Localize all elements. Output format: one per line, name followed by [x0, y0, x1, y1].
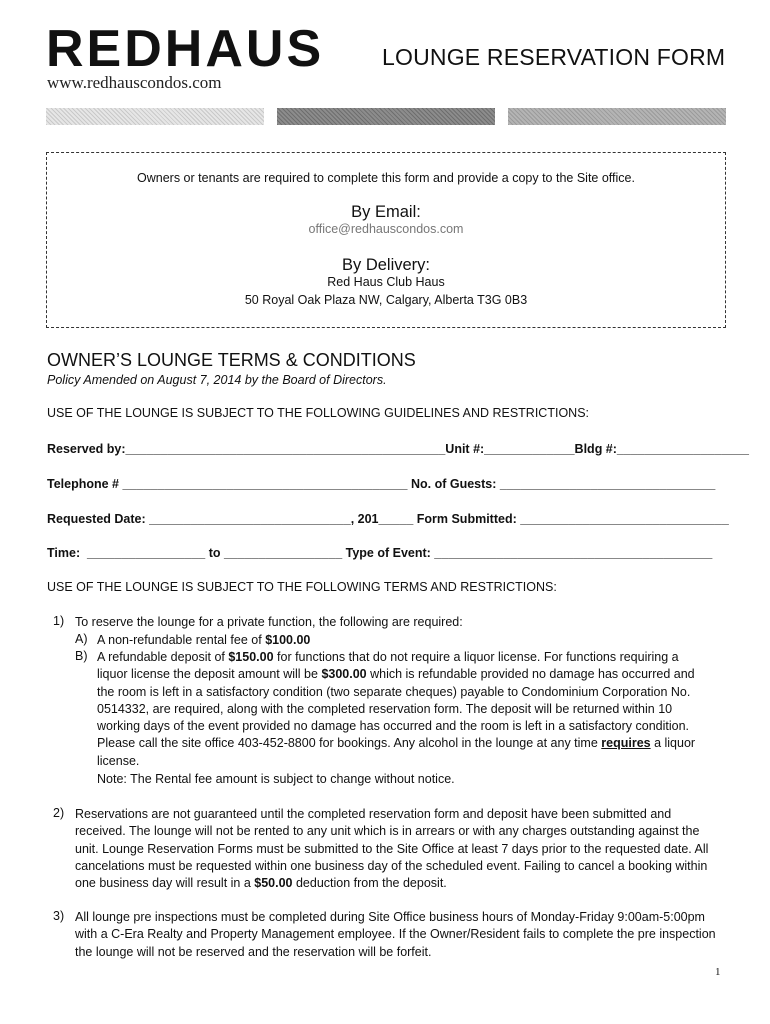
item-b-text: A refundable deposit of $150.00 for functions that do not require a liquor license. For functions requiring a liquor license the deposit amount will be $300.00 which is refundable provided no damage has occurred and the room is left in a satisfactory condition (two separate cheques) payable to Condominium Corporation No. 0514332, are required, along with the completed reservation form. The deposit will be returned within 10 working days of the event provided no damage has occurred and the room is left in a satisfactory condition. Please call the site office 403-452-8800 for bookings. Any alcohol in the lounge at any time requires a liquor license.	[97, 650, 696, 768]
submission-info-box	[46, 152, 726, 328]
time-field[interactable]: Time: _________________ to _________________ Type of Event: ________________________________________	[47, 546, 713, 560]
policy-note: Policy Amended on August 7, 2014 by the Board of Directors.	[47, 373, 387, 387]
delivery-heading: By Delivery:	[341, 256, 431, 274]
item-1-number: 1)	[53, 614, 65, 628]
header-bar-dark	[277, 108, 495, 125]
submission-note: Owners or tenants are required to complete this form and provide a copy to the Site office.	[137, 171, 635, 185]
item-a-label: A)	[75, 632, 88, 646]
terms-heading: OWNER’S LOUNGE TERMS & CONDITIONS	[47, 350, 416, 370]
header-bar-light	[46, 108, 264, 125]
website-url: www.redhauscondos.com	[47, 73, 222, 92]
guidelines-caption: USE OF THE LOUNGE IS SUBJECT TO THE FOLLOWING GUIDELINES AND RESTRICTIONS:	[47, 406, 589, 420]
rental-fee-note: Note: The Rental fee amount is subject to change without notice.	[97, 772, 455, 786]
restrictions-caption: USE OF THE LOUNGE IS SUBJECT TO THE FOLLOWING TERMS AND RESTRICTIONS:	[47, 580, 557, 594]
item-3-text: All lounge pre inspections must be completed during Site Office business hours of Monday-Friday 9:00am-5:00pm with a C-Era Realty and Property Management employee. If the Owner/Resident fails to complete the pre inspection the lounge will not be reserved and the reservation will be forfeit.	[75, 910, 716, 959]
item-1-text: To reserve the lounge for a private function, the following are required:	[75, 615, 463, 629]
redhaus-logo	[46, 22, 336, 72]
item-2-number: 2)	[53, 806, 65, 820]
form-title: LOUNGE RESERVATION FORM	[382, 44, 726, 70]
telephone-field[interactable]: Telephone # _________________________________________ No. of Guests: _______________________________	[47, 477, 716, 491]
delivery-line-2: 50 Royal Oak Plaza NW, Calgary, Alberta T3G 0B3	[244, 293, 528, 307]
page-number: 1	[715, 966, 721, 978]
requested-date-field[interactable]: Requested Date: _____________________________, 201_____ Form Submitted: ______________________________	[47, 512, 729, 526]
header-bar-medium	[508, 108, 726, 125]
delivery-line-1: Red Haus Club Haus	[327, 275, 445, 289]
email-address[interactable]: office@redhauscondos.com	[308, 222, 464, 236]
item-3-number: 3)	[53, 909, 65, 923]
item-2-text: Reservations are not guaranteed until the completed reservation form and deposit have been submitted and received. The lounge will not be rented to any unit which is in arrears or with any charges outstanding against the unit. Lounge Reservation Forms must be submitted to the Site Office at least 7 days prior to the requested date. All cancelations must be requested within one business day of the scheduled event. Failing to cancel a booking within one business day will result in a $50.00 deduction from the deposit.	[75, 807, 709, 891]
item-a-text: A non-refundable rental fee of $100.00	[97, 633, 311, 647]
email-heading: By Email:	[351, 203, 421, 221]
item-b-label: B)	[75, 649, 88, 663]
svg-text:REDHAUS: REDHAUS	[46, 22, 325, 72]
reserved-by-field[interactable]: Reserved by:______________________________________________Unit #:_____________Bldg #:___________________	[47, 442, 750, 456]
